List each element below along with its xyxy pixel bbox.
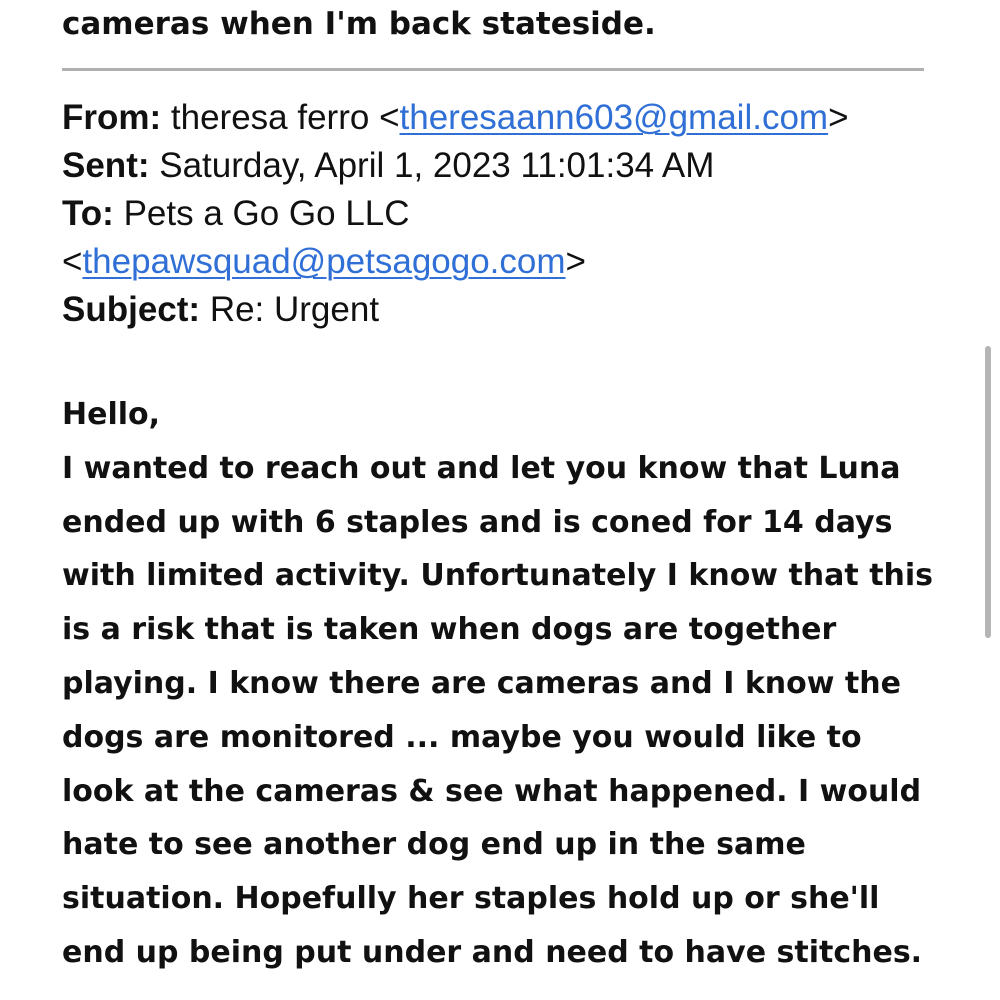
from-email-link[interactable]: theresaann603@gmail.com <box>399 98 829 137</box>
from-label: From: <box>62 98 162 137</box>
email-body <box>62 388 942 980</box>
sent-label: Sent: <box>62 146 150 185</box>
to-row <box>62 190 942 238</box>
email-header <box>62 94 942 334</box>
sent-value: Saturday, April 1, 2023 11:01:34 AM <box>159 146 715 185</box>
sent-row <box>62 142 942 190</box>
body-line: I wanted to reach out and let you know that Luna <box>62 450 901 486</box>
to-email-row <box>62 238 942 286</box>
subject-row <box>62 286 942 334</box>
body-line: situation. Hopefully her staples hold up or she'll <box>62 881 880 917</box>
subject-label: Subject: <box>62 290 201 329</box>
from-row <box>62 94 942 142</box>
previous-message-tail: cameras when I'm back stateside. <box>62 6 656 42</box>
from-email-open: < <box>379 98 400 137</box>
body-line: dogs are monitored ... maybe you would like to <box>62 719 862 755</box>
body-line: hate to see another dog end up in the same <box>62 827 806 863</box>
body-line: end up being put under and need to have stitches. <box>62 934 923 970</box>
vertical-scrollbar[interactable] <box>985 346 991 638</box>
to-email-open: < <box>62 242 83 281</box>
body-line: ended up with 6 staples and is coned for 14 days <box>62 504 893 540</box>
to-email-link[interactable]: thepawsquad@petsagogo.com <box>82 242 566 281</box>
from-name: theresa ferro <box>170 98 370 137</box>
body-line: with limited activity. Unfortunately I know that this <box>62 558 934 594</box>
quote-divider <box>62 68 924 71</box>
subject-value: Re: Urgent <box>209 290 380 329</box>
body-line: look at the cameras & see what happened. I would <box>62 773 922 809</box>
to-name: Pets a Go Go LLC <box>123 194 410 233</box>
body-line: Hello, <box>62 397 161 432</box>
body-line: playing. I know there are cameras and I know the <box>62 665 901 701</box>
body-line: is a risk that is taken when dogs are together <box>62 612 837 648</box>
to-email-close: > <box>565 242 586 281</box>
to-label: To: <box>62 194 114 233</box>
from-email-close: > <box>828 98 849 137</box>
